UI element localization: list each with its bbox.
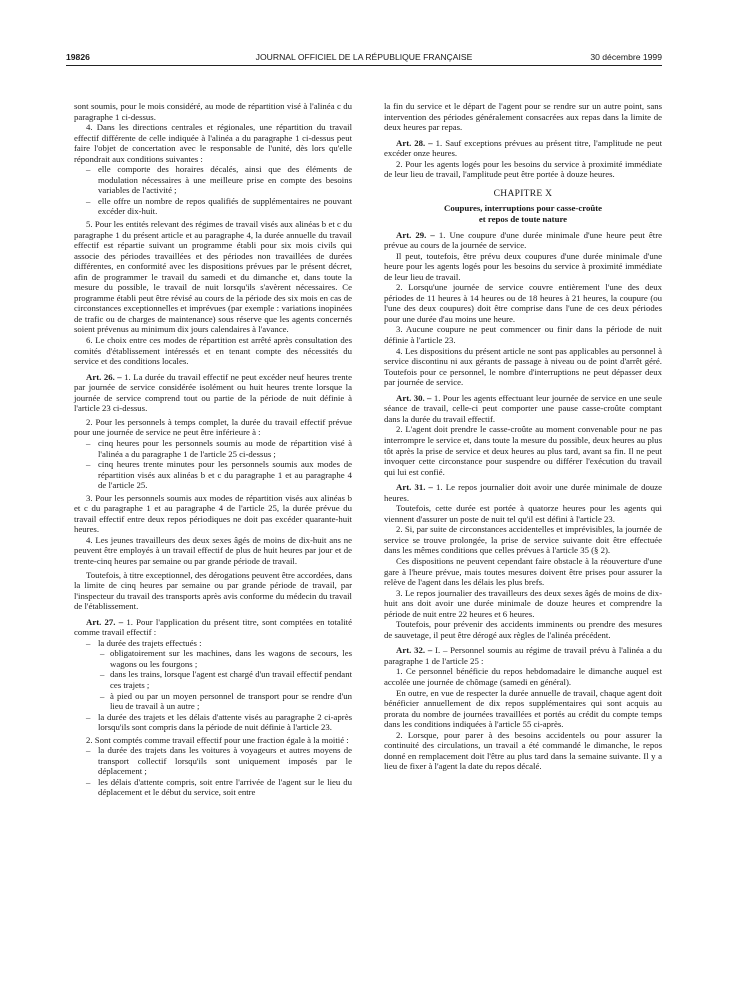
bullet-list <box>74 164 352 217</box>
article-text: 1. Pour l'application du présent titre, sont comptées en totalité comme travail effectif : <box>74 616 352 638</box>
article-text: 1. Pour les agents effectuant leur journée de service en une seule séance de travail, celle-ci peut comporter une pause casse-croûte comptant dans la durée du travail effectif. <box>384 392 663 424</box>
list-item: – les délais d'attente compris, soit entre l'arrivée de l'agent sur le lieu du déplacement et le début du service, soit entre <box>74 777 352 798</box>
list-item: – cinq heures pour les personnels soumis au mode de répartition visé à l'alinéa a du paragraphe 1 de l'article 25 ci-dessus ; <box>74 438 352 459</box>
article-heading: Art. 31. – <box>396 482 433 493</box>
paragraph: 3. Aucune coupure ne peut commencer ou finir dans la période de nuit définie à l'article 23. <box>384 324 662 346</box>
paragraph: 4. Les dispositions du présent article ne sont pas applicables au personnel à service discontinu ni aux gérants de passage à niveau ou de point d'arrêt géré. Toutefois pour ce personnel, le nombre d'interruptions ne peut dépasser deux par journée de service. <box>384 345 662 388</box>
article-heading: Art. 28. – <box>396 137 433 148</box>
paragraph: 3. Pour les personnels soumis aux modes de répartition visés aux alinéas b et c du paragraphe 1 et au paragraphe 4 de l'article 25, la durée prévue du travail effectif entre deux repos périodiques ne doit pas excéder quarante-huit heures. <box>74 492 352 535</box>
paragraph: 3. Le repos journalier des travailleurs des deux sexes âgés de moins de dix-huit ans doit avoir une durée minimale de douze heures et comprendre la période de nuit entre 22 heures et 6 heures. <box>384 587 662 619</box>
article-text: I. – Personnel soumis au régime de travail prévu à l'alinéa a du paragraphe 1 de l'article 25 : <box>384 645 662 666</box>
list-item: – la durée des trajets dans les voitures à voyageurs et autres moyens de transport collectif lorsqu'ils sont uniquement imposés par le déplacement ; <box>74 745 352 777</box>
paragraph: 1. Ce personnel bénéficie du repos hebdomadaire le dimanche auquel est accolée une journée de chômage (samedi en général). <box>384 666 662 687</box>
paragraph: 2. Sont comptés comme travail effectif pour une fraction égale à la moitié : <box>86 734 349 745</box>
list-item: – à pied ou par un moyen personnel de transport pour se rendre d'un lieu de travail à un autre ; <box>74 691 352 712</box>
article-text: 1. Une coupure d'une durée minimale d'une heure peut être prévue au cours de la journée de service. <box>384 229 662 251</box>
left-column <box>74 101 352 798</box>
list-item: – la durée des trajets effectués : <box>74 638 352 649</box>
article-heading: Art. 32. – <box>396 645 433 656</box>
chapter-title <box>384 203 662 224</box>
list-item: – la durée des trajets et les délais d'attente visés au paragraphe 2 ci-après lorsqu'ils sont compris dans la période de nuit définie à l'article 23. <box>74 712 352 733</box>
page-number: 19826 <box>66 52 90 62</box>
paragraph: 4. Dans les directions centrales et régionales, une répartition du travail effectif différente de celle indiquée à l'alinéa a du paragraphe 1 ci-dessus peut faire l'objet de concertation avec le responsable de l'unité, dès lors qu'elle répondrait aux conditions suivantes : <box>74 122 352 164</box>
paragraph: 6. Le choix entre ces modes de répartition est arrêté après consultation des comités d'établissement intéressés et en tenant compte des nécessités du service et des conditions locales. <box>74 335 352 367</box>
journal-title: JOURNAL OFFICIEL DE LA RÉPUBLIQUE FRANÇAISE <box>255 52 473 62</box>
article-heading: Art. 30. – <box>396 392 432 403</box>
article-heading: Art. 29. – <box>396 229 435 240</box>
paragraph: sont soumis, pour le mois considéré, au mode de répartition visé à l'alinéa c du paragraphe 1 ci-dessus. <box>74 101 352 122</box>
right-column <box>384 101 662 772</box>
header-rule <box>66 65 662 66</box>
paragraph: Il peut, toutefois, être prévu deux coupures d'une durée minimale d'une heure pour les agents logés pour les besoins du service à proximité immédiate de leur lieu de travail. <box>384 250 662 282</box>
list-item: – obligatoirement sur les machines, dans les wagons de secours, les wagons ou les fourgons ; <box>74 648 352 669</box>
paragraph: 5. Pour les entités relevant des régimes de travail visés aux alinéas b et c du paragraphe 1 du présent article et au paragraphe 4, la durée annuelle du travail effectif est répartie suivant un programme établi pour six mois civils qui associe des périodes travaillées et des périodes non travaillées de durées différentes, en conformité avec les dispositions prévues par le présent décret, afin de programmer le travail du samedi et du dimanche et, dans toute la mesure du possible, le travail de nuit lorsqu'ils s'avèrent nécessaires. Ce programme établi peut être révisé au cours de la période des six mois en cas de circonstances exceptionnelles et imprévues (par exemple : variations inopinées de trafic ou de charges de maintenance) sous réserve que les agents concernés soient prévenus au minimum dix jours calendaires à l'avance. <box>74 219 352 335</box>
list-item: – elle offre un nombre de repos qualifiés de supplémentaires ne pouvant excéder dix-huit. <box>74 196 352 217</box>
paragraph: Ces dispositions ne peuvent cependant faire obstacle à la réouverture d'une gare à l'heure prévue, mais toutes mesures doivent être prises pour assurer la relève de l'agent dans les délais les plus brefs. <box>384 555 662 588</box>
article-32 <box>384 645 662 666</box>
paragraph: 2. Lorsque, pour parer à des besoins accidentels ou pour assurer la continuité des circulations, un travail a été commandé le dimanche, le repos donné en remplacement doit l'être au plus tard dans la semaine suivante. Il y a lieu de fixer à l'agent la date du repos décalé. <box>384 729 662 772</box>
paragraph: 2. L'agent doit prendre le casse-croûte au moment convenable pour ne pas interrompre le service et, dans toute la mesure du possible, deux heures au plus tôt après la prise de service et deux heures au plus tard, avant sa fin. Il ne peut invoquer cette circonstance pour suspendre ou différer l'exécution du travail qui lui est confié. <box>384 424 662 477</box>
paragraph: Toutefois, à titre exceptionnel, des dérogations peuvent être accordées, dans la limite de cinq heures par semaine ou par grande période de travail, par l'inspecteur du travail des transports après avis conforme du médecin du travail de l'établissement. <box>74 569 352 612</box>
paragraph: En outre, en vue de respecter la durée annuelle de travail, chaque agent doit bénéficier annuellement de dix repos supplémentaires qui sont acquis au prorata du nombre de journées travaillées et portés au crédit du compte temps dans les conditions indiquées à l'article 55 ci-après. <box>384 687 662 730</box>
article-text: 1. La durée du travail effectif ne peut excéder neuf heures trente par journée de service considérée isolément ou huit heures trente lorsque la journée de service comprend tout ou partie de la période de nuit définie à l'article 23 ci-dessus. <box>74 371 352 414</box>
paragraph: 2. Pour les agents logés pour les besoins du service à proximité immédiate de leur lieu de travail, l'amplitude peut être portée à douze heures. <box>384 158 662 180</box>
list-item: – dans les trains, lorsque l'agent est chargé d'un travail effectif pendant ces trajets ; <box>74 669 352 690</box>
article-30 <box>384 393 662 425</box>
list-item: – elle comporte des horaires décalés, ainsi que des éléments de modulation nécessaires à une meilleure prise en compte des besoins variables de l'activité ; <box>74 164 352 196</box>
article-text: 1. Sauf exceptions prévues au présent titre, l'amplitude ne peut excéder onze heures. <box>384 137 663 159</box>
article-heading: Art. 27. – <box>86 616 124 627</box>
paragraph: 2. Lorsqu'une journée de service couvre entièrement l'une des deux périodes de 11 heures à 14 heures ou de 18 heures à 21 heures, la coupure (ou l'une des deux coupures) doit être comprise dans l'une de ces deux périodes pour une durée d'au moins une heure. <box>384 282 662 324</box>
page-header <box>66 52 662 66</box>
bullet-list <box>74 638 352 649</box>
chapter-label: CHAPITRE X <box>493 188 553 199</box>
paragraph: 2. Pour les personnels à temps complet, la durée du travail effectif prévue pour une journée de service ne peut être inférieure à : <box>74 416 352 438</box>
paragraph: Toutefois, pour prévenir des accidents imminents ou prendre des mesures de sauvetage, il peut être dérogé aux règles de l'alinéa précédent. <box>384 619 662 640</box>
article-text: 1. Le repos journalier doit avoir une durée minimale de douze heures. <box>384 482 662 503</box>
article-28 <box>384 138 662 159</box>
paragraph: Toutefois, cette durée est portée à quatorze heures pour les agents qui viennent d'assurer un poste de nuit tel qu'il est défini à l'article 23. <box>384 503 662 524</box>
article-31 <box>384 482 662 503</box>
chapter-title-line: et repos de toute nature <box>478 213 568 224</box>
list-item: – cinq heures trente minutes pour les personnels soumis aux modes de répartition visés aux alinéas b et c du paragraphe 1 et au paragraphe 4 de l'article 25. <box>74 459 352 491</box>
paragraph: la fin du service et le départ de l'agent pour se rendre sur un autre point, sans intervention des périodes généralement consacrées aux repas dans la limite de deux heures par repas. <box>384 101 662 133</box>
sub-bullet-list <box>74 648 352 711</box>
issue-date: 30 décembre 1999 <box>590 52 662 62</box>
article-26 <box>74 372 352 414</box>
bullet-list <box>74 745 352 798</box>
paragraph: 2. Si, par suite de circonstances accidentelles et imprévisibles, la journée de service se trouve prolongée, la prise de service suivante doit être effectuée dans les mêmes conditions que celles prévues à l'article 35 (§ 2). <box>384 524 662 556</box>
article-29 <box>384 230 662 251</box>
bullet-list <box>74 712 352 733</box>
chapter-title-line: Coupures, interruptions pour casse-croûte <box>444 203 602 214</box>
paragraph: 4. Les jeunes travailleurs des deux sexes âgés de moins de dix-huit ans ne peuvent être employés à un travail effectif de plus de huit heures par jour et de trente-cinq heures par semaine ou par grande période de travail. <box>74 534 352 566</box>
article-heading: Art. 26. – <box>86 371 122 382</box>
bullet-list <box>74 438 352 491</box>
article-27 <box>74 617 352 638</box>
